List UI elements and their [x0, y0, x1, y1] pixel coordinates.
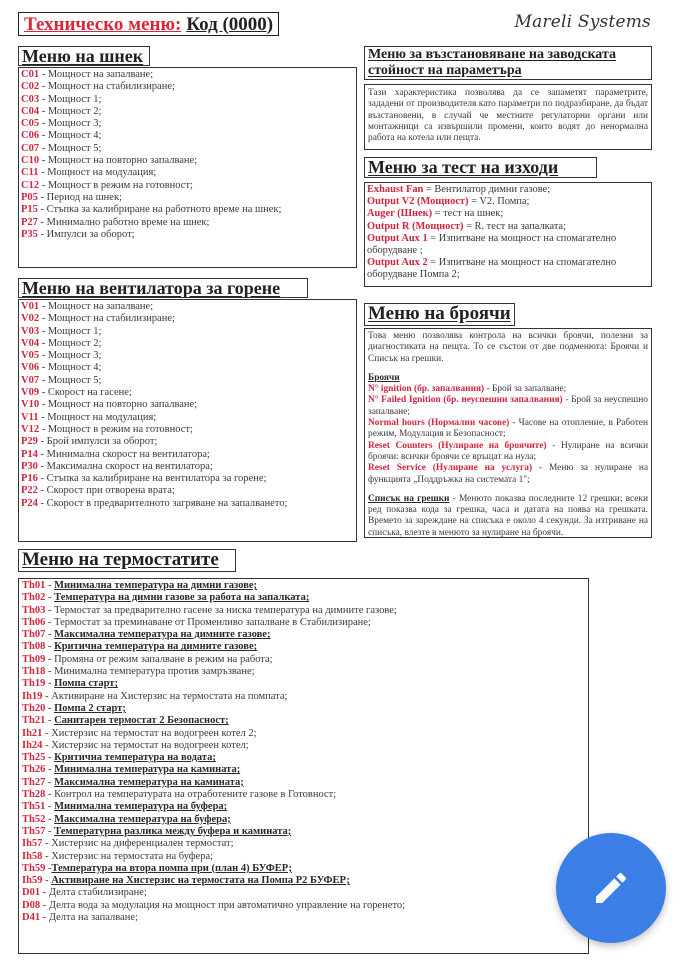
item-text: Помпа старт;	[54, 678, 118, 690]
fan-item	[21, 461, 354, 473]
item-code: Th21	[22, 715, 46, 727]
brand-logo: Mareli Systems	[514, 12, 651, 32]
item-code: Output R (Мощност)	[367, 220, 464, 232]
item-code: V05	[21, 350, 40, 362]
item-text: Максимална температура на буфера;	[54, 813, 231, 825]
item-separator: -	[42, 850, 52, 862]
item-code: P29	[21, 436, 38, 448]
output-test-item	[367, 208, 649, 220]
thermostat-item	[22, 912, 585, 924]
auger-item	[21, 130, 354, 142]
errors-heading: Списък на грешки	[368, 493, 450, 504]
auger-item	[21, 143, 354, 155]
thermostat-item	[22, 752, 585, 764]
thermostat-item	[22, 654, 585, 666]
title-code: Код (0000)	[186, 13, 274, 35]
item-code: V04	[21, 337, 40, 349]
counter-item	[368, 463, 648, 486]
item-separator: -	[45, 604, 55, 616]
item-text: - Мощност на стабилизиране;	[39, 313, 175, 325]
item-code: Output V2 (Мощност)	[367, 196, 469, 208]
auger-item	[21, 180, 354, 192]
item-text: = R. тест на запалката;	[463, 220, 567, 232]
counter-item	[368, 441, 648, 464]
item-separator: -	[40, 912, 49, 924]
item-code: P05	[21, 191, 38, 203]
item-code: C04	[21, 105, 40, 117]
item-code: Th51	[22, 801, 46, 813]
item-separator: -	[45, 715, 55, 727]
item-code: C03	[21, 93, 40, 105]
item-code: Th25	[22, 752, 46, 764]
item-text: - Нулиране на всички броячи: всички броячи се връщат на нула;	[368, 440, 649, 462]
fan-item	[21, 485, 354, 497]
factory-reset-title-line1: Меню за възстановяване на заводската	[368, 47, 616, 62]
item-code: Th06	[22, 616, 46, 628]
item-text: Температурна разлика между буфера и камината;	[54, 825, 292, 837]
item-code: V03	[21, 325, 40, 337]
item-code: Th02	[22, 592, 46, 604]
item-text: - Скорост в предварителното загряване на запалването;	[37, 497, 288, 509]
thermostat-item	[22, 617, 585, 629]
item-separator: -	[40, 899, 49, 911]
item-code: P30	[21, 460, 38, 472]
item-code: Th28	[22, 789, 46, 801]
item-text: Термостат за преминаване от Променливо запалване в Стабилизиране;	[54, 616, 371, 628]
item-text: Хистерзис на термостата на буфера;	[51, 850, 214, 862]
item-code: C05	[21, 118, 40, 130]
auger-menu-list	[21, 69, 354, 241]
factory-reset-menu-title	[364, 46, 652, 80]
item-text: = Вентилатор димни газове;	[423, 184, 551, 195]
item-separator: -	[40, 887, 49, 899]
fan-item	[21, 313, 354, 325]
item-text: - Мощност 3;	[39, 118, 102, 130]
fan-item	[21, 424, 354, 436]
item-text: Критична температура на димните газове;	[54, 641, 258, 653]
item-text: - Стъпка за калибриране на вентилатора за горене;	[37, 473, 267, 485]
item-code: Th19	[22, 678, 46, 690]
item-text: - Мощност на модулация;	[38, 167, 157, 179]
item-code: V02	[21, 313, 40, 325]
item-code: Normal hours (Нормални часове)	[368, 418, 510, 429]
item-text: Термостат за предварително гасене за ниска температура на димните газове;	[54, 604, 397, 616]
auger-item	[21, 167, 354, 179]
item-text: Делта стабилизиране;	[48, 887, 147, 899]
factory-reset-title-line2: стойност на параметъра	[368, 63, 522, 78]
item-code: Th01	[22, 580, 46, 591]
item-code: Reset Counters (Нулиране на броячите)	[368, 440, 547, 451]
fan-item	[21, 362, 354, 374]
item-code: C11	[21, 167, 39, 179]
item-code: C06	[21, 130, 40, 142]
item-code: Th07	[22, 629, 46, 641]
thermostat-item	[22, 900, 585, 912]
item-code: Th57	[22, 825, 46, 837]
auger-item	[21, 192, 354, 204]
item-code: Ih57	[22, 838, 43, 850]
item-separator: -	[45, 580, 55, 591]
thermostat-item	[22, 875, 585, 887]
item-text: - Мощност на запалване;	[39, 301, 154, 312]
thermostat-list	[22, 580, 585, 924]
item-separator: -	[45, 666, 55, 678]
item-text: Минимална температура на димни газове;	[54, 580, 258, 591]
fan-item	[21, 326, 354, 338]
item-code: N° Failed Ignition (бр. неуспешни запалвания)	[368, 395, 563, 406]
item-text: - Мощност 4;	[39, 362, 102, 374]
item-code: Ih58	[22, 850, 43, 862]
item-separator: -	[45, 752, 55, 764]
item-text: - Мощност на стабилизиране;	[39, 81, 175, 93]
item-text: - Меню за нулиране на функцията „Поддръжка на системата 1";	[368, 463, 649, 485]
auger-menu-box	[18, 67, 357, 268]
factory-reset-description: Тази характеристика позволява да се запаметят параметрите, зададени от производителя като параметри по подразбиране, да бъдат възстановени, в случай че местните регулаторни органи или монтажници са извършили промени, които водят до ненормална работа на котела или пещта.	[364, 84, 652, 150]
thermostat-item	[22, 777, 585, 789]
output-test-item	[367, 221, 649, 233]
item-code: Reset Service (Нулиране на услуга)	[368, 463, 533, 474]
item-text: - Мощност 5;	[39, 142, 102, 154]
item-code: V12	[21, 423, 40, 435]
item-text: - Мощност 5;	[39, 374, 102, 386]
item-code: Ih21	[22, 727, 43, 739]
item-separator: -	[42, 727, 52, 739]
item-text: Минимална температура против замръзване;	[54, 666, 255, 678]
item-text: Температура на втора помпа при (план 4) БУФЕР;	[51, 862, 293, 874]
item-code: Th52	[22, 813, 46, 825]
item-text: = Изпитване на мощност на спомагателно оборудване ;	[367, 232, 617, 257]
thermostat-item	[22, 863, 585, 875]
fan-item	[21, 301, 354, 313]
output-test-item	[367, 233, 649, 257]
item-code: C10	[21, 155, 40, 167]
item-text: = Изпитване на мощност на спомагателно оборудване Помпа 2;	[367, 257, 617, 281]
thermostat-item	[22, 801, 585, 813]
item-text: Помпа 2 старт;	[54, 702, 126, 714]
thermostat-item	[22, 728, 585, 740]
item-code: Th26	[22, 764, 46, 776]
item-code: C07	[21, 142, 40, 154]
item-text: Хистерзис на термостат на водогреен котел 2;	[51, 727, 257, 739]
thermostat-item	[22, 580, 585, 592]
item-text: Активиране на Хистерзис на термостата на помпата;	[51, 690, 288, 702]
output-test-box	[364, 182, 652, 287]
thermostat-item	[22, 838, 585, 850]
fan-item	[21, 449, 354, 461]
thermostat-item	[22, 715, 585, 727]
item-code: Th18	[22, 666, 46, 678]
thermostat-item	[22, 814, 585, 826]
item-code: V07	[21, 374, 40, 386]
item-text: - Мощност 1;	[39, 93, 102, 105]
item-code: C02	[21, 81, 40, 93]
output-test-item	[367, 184, 649, 196]
item-code: V11	[21, 411, 39, 423]
item-text: - Брой импулси за оборот;	[37, 436, 158, 448]
item-text: Делта на запалване;	[48, 912, 138, 924]
counter-item	[368, 395, 648, 418]
auger-item	[21, 118, 354, 130]
item-text: Активиране на Хистерзис на термостата на Помпа P2 БУФЕР;	[51, 875, 350, 887]
fan-item	[21, 375, 354, 387]
output-test-menu-title: Меню за тест на изходи	[364, 157, 597, 178]
item-text: - Мощност в режим на готовност;	[39, 179, 193, 191]
item-text: - Брой за запалване;	[484, 384, 567, 395]
item-text: - Мощност в режим на готовност;	[39, 423, 193, 435]
item-text: - Скорост при отворена врата;	[37, 485, 175, 497]
thermostat-item	[22, 641, 585, 653]
thermostat-item	[22, 887, 585, 899]
thermostat-item	[22, 740, 585, 752]
item-text: - Брой за неуспешно запалване;	[368, 395, 648, 417]
counter-item	[368, 384, 648, 395]
fan-item	[21, 436, 354, 448]
item-code: D01	[22, 887, 41, 899]
item-code: Th08	[22, 641, 46, 653]
fan-item	[21, 350, 354, 362]
item-text: - Мощност на модулация;	[38, 411, 157, 423]
thermostat-item	[22, 851, 585, 863]
item-code: C01	[21, 69, 40, 80]
item-text: - Мощност 2;	[39, 105, 102, 117]
item-text: - Мощност 3;	[39, 350, 102, 362]
fan-item	[21, 473, 354, 485]
fan-item	[21, 399, 354, 411]
item-code: Exhaust Fan	[367, 184, 424, 195]
item-text: - Мощност 4;	[39, 130, 102, 142]
item-code: P14	[21, 448, 38, 460]
item-separator: -	[45, 764, 55, 776]
item-code: P22	[21, 485, 38, 497]
thermostat-item	[22, 666, 585, 678]
item-text: Максимална температура на димните газове;	[54, 629, 271, 641]
fan-item	[21, 387, 354, 399]
fan-item	[21, 498, 354, 510]
item-code: P35	[21, 228, 38, 240]
item-code: Auger (Шнек)	[367, 208, 433, 220]
item-code: Th27	[22, 776, 46, 788]
item-text: - Импулси за оборот;	[37, 228, 135, 240]
thermostat-item	[22, 826, 585, 838]
item-text: Минимална температура на камината;	[54, 764, 241, 776]
item-text: - Мощност на повторно запалване;	[39, 399, 198, 411]
item-text: - Период на шнек;	[37, 191, 122, 203]
item-code: N° ignition (бр. запалвания)	[368, 384, 485, 395]
item-code: Ih19	[22, 690, 43, 702]
counter-item	[368, 418, 648, 441]
item-text: - Минимално работно време на шнек;	[37, 216, 210, 228]
counters-intro: Това меню позволява контрола на всички броячи, полезни за диагностиката на пещта. То се състои от две подменюта: Броячи и Списък на грешки.	[368, 331, 648, 364]
item-text: - Стъпка за калибриране на работното време на шнек;	[37, 204, 282, 216]
errors-text: - Менюто показва последните 12 грешки; всеки ред показва кода за грешка, часа и датата на поява на грешката. Времето за зареждане на списъка е около 4 секунди. За изтриване на списъка, влезте в менюто за нулиране на броячи.	[368, 493, 648, 538]
thermostat-item	[22, 789, 585, 801]
item-separator: -	[45, 776, 55, 788]
item-separator: -	[45, 641, 55, 653]
output-test-item	[367, 196, 649, 208]
item-code: P24	[21, 497, 38, 509]
item-separator: -	[45, 653, 55, 665]
auger-item	[21, 204, 354, 216]
pencil-icon	[591, 868, 631, 908]
item-separator: -	[45, 862, 52, 874]
item-separator: -	[42, 875, 52, 887]
fan-menu-list	[21, 301, 354, 510]
item-text: - Часове на отопление, в Работен режим, Модулация и Безопасност;	[368, 418, 648, 440]
item-text: Хистерзис на диференциален термостат;	[51, 838, 234, 850]
fan-item	[21, 412, 354, 424]
item-text: Температура на димни газове за работа на запалката;	[54, 592, 310, 604]
item-code: P16	[21, 473, 38, 485]
thermostat-item	[22, 691, 585, 703]
item-text: - Мощност на запалване;	[39, 69, 154, 80]
item-text: Критична температура на водата;	[54, 752, 216, 764]
item-separator: -	[45, 789, 55, 801]
thermostat-menu-title: Меню на термостатите	[18, 549, 236, 572]
item-separator: -	[45, 616, 55, 628]
thermostat-item	[22, 605, 585, 617]
output-test-list	[367, 184, 649, 282]
item-code: V10	[21, 399, 40, 411]
auger-item	[21, 155, 354, 167]
item-text: Контрол на температурата на отработените газове в Готовност;	[54, 789, 337, 801]
thermostat-item	[22, 629, 585, 641]
auger-item	[21, 81, 354, 93]
item-text: Санитарен термостат 2 Безопасност;	[54, 715, 229, 727]
item-separator: -	[42, 690, 52, 702]
item-text: - Скорост на гасене;	[39, 387, 132, 399]
auger-item	[21, 69, 354, 81]
auger-menu-title: Меню на шнек	[18, 46, 150, 66]
item-separator: -	[45, 592, 55, 604]
thermostat-menu-box	[18, 578, 589, 954]
item-text: - Минимална скорост на вентилатора;	[37, 448, 210, 460]
item-separator: -	[45, 629, 55, 641]
auger-item	[21, 94, 354, 106]
item-code: Output Aux 1	[367, 232, 428, 244]
item-code: Output Aux 2	[367, 257, 428, 269]
item-code: Th03	[22, 604, 46, 616]
thermostat-item	[22, 703, 585, 715]
item-text: Хистерзис на термостат на водогреен котел;	[51, 739, 249, 751]
counters-menu-box	[364, 328, 652, 538]
edit-fab-button[interactable]	[556, 833, 666, 943]
thermostat-item	[22, 764, 585, 776]
item-code: V06	[21, 362, 40, 374]
output-test-item	[367, 257, 649, 281]
item-code: P27	[21, 216, 38, 228]
item-code: V01	[21, 301, 40, 312]
item-code: C12	[21, 179, 40, 191]
item-text: - Мощност 1;	[39, 325, 102, 337]
thermostat-item	[22, 678, 585, 690]
fan-menu-box	[18, 299, 357, 542]
item-code: Ih59	[22, 875, 43, 887]
errors-paragraph	[368, 494, 648, 539]
counters-list	[368, 384, 648, 486]
item-code: Th09	[22, 653, 46, 665]
fan-menu-title: Меню на вентилатора за горене	[18, 278, 308, 298]
item-separator: -	[45, 801, 55, 813]
item-text: = тест на шнек;	[432, 208, 504, 220]
item-text: - Максимална скорост на вентилатора;	[37, 460, 213, 472]
item-code: V09	[21, 387, 40, 399]
counters-menu-title: Меню на броячи	[364, 303, 515, 326]
item-separator: -	[42, 739, 52, 751]
item-code: Th20	[22, 702, 46, 714]
item-separator: -	[45, 678, 55, 690]
item-text: - Мощност на повторно запалване;	[39, 155, 198, 167]
item-separator: -	[45, 825, 55, 837]
auger-item	[21, 217, 354, 229]
item-code: P15	[21, 204, 38, 216]
item-text: Промяна от режим запалване в режим на работа;	[54, 653, 273, 665]
item-text: Делта вода за модулация на мощност при автоматично управление на горенето;	[48, 899, 406, 911]
fan-item	[21, 338, 354, 350]
page-title	[18, 12, 279, 36]
item-text: Минимална температура на буфера;	[54, 801, 228, 813]
counters-heading: Броячи	[368, 372, 400, 383]
item-code: D41	[22, 912, 41, 924]
auger-item	[21, 106, 354, 118]
item-text: - Мощност 2;	[39, 337, 102, 349]
title-prefix: Техническо меню:	[24, 13, 182, 35]
item-text: = V2. Помпа;	[468, 196, 530, 208]
item-separator: -	[45, 813, 55, 825]
thermostat-item	[22, 592, 585, 604]
auger-item	[21, 229, 354, 241]
item-code: Th59	[22, 862, 46, 874]
item-separator: -	[45, 702, 55, 714]
item-code: D08	[22, 899, 41, 911]
item-separator: -	[42, 838, 52, 850]
item-text: Максимална температура на камината;	[54, 776, 244, 788]
item-code: Ih24	[22, 739, 43, 751]
